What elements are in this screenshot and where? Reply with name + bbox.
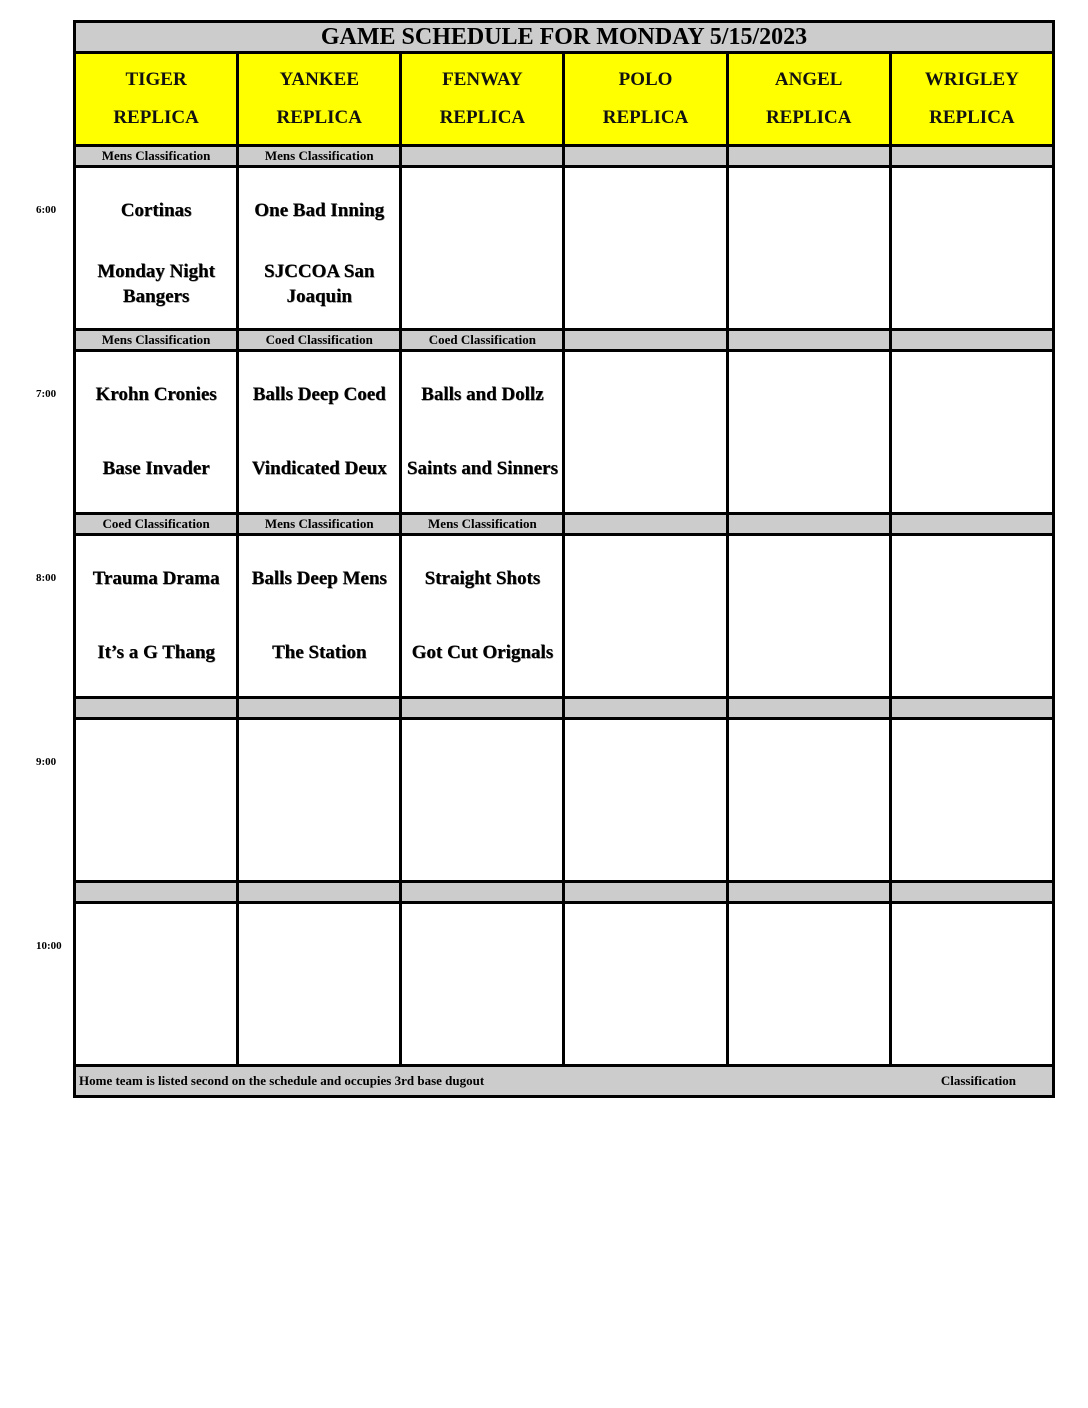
game-cell [890,351,1053,514]
home-team: The Station [271,641,367,663]
game-row [75,535,1054,698]
classification-label [401,698,564,719]
classification-label [727,146,890,167]
footer-row [75,1066,1054,1097]
away-team [729,910,889,984]
home-team [76,800,236,874]
game-cell [75,167,238,330]
classification-label [890,146,1053,167]
field-subtitle: REPLICA [929,107,1015,128]
classification-label [727,330,890,351]
away-team [239,726,399,800]
field-name: YANKEE [279,69,359,90]
classification-label: Mens Classification [238,514,401,535]
game-cell [564,719,727,882]
classification-label [890,330,1053,351]
title-row [75,22,1054,53]
field-header-angel [727,53,890,146]
home-team [565,984,725,1058]
home-team [239,800,399,874]
away-team [729,174,889,248]
game-cell [401,351,564,514]
home-team: Saints and Sinners [406,457,558,479]
classification-row [75,882,1054,903]
home-team: Got Cut Orignals [411,641,554,663]
field-name: FENWAY [442,69,523,90]
schedule-sheet [73,20,1055,1098]
home-team: SJCCOA San Joaquin [264,261,375,307]
classification-label [75,882,238,903]
game-cell [564,351,727,514]
away-team [729,726,889,800]
classification-label [564,330,727,351]
game-row [75,719,1054,882]
away-team: One Bad Inning [254,199,385,221]
game-cell [401,719,564,882]
away-team [565,726,725,800]
away-team [565,910,725,984]
game-cell [238,903,401,1066]
classification-label [890,514,1053,535]
field-name: ANGEL [774,69,843,90]
home-team [565,432,725,506]
home-team [729,984,889,1058]
game-cell [890,535,1053,698]
classification-label: Coed Classification [401,330,564,351]
time-label: 9:00 [36,756,57,768]
away-team [565,358,725,432]
game-cell [401,903,564,1066]
home-team [729,616,889,690]
field-name: TIGER [125,69,187,90]
game-cell [890,719,1053,882]
away-team [892,174,1052,248]
home-team [892,984,1052,1058]
home-team: Vindicated Deux [251,457,387,479]
classification-label [401,146,564,167]
away-team [565,542,725,616]
away-team: Balls Deep Mens [251,567,387,589]
game-cell [727,167,890,330]
away-team [402,174,562,248]
classification-label: Coed Classification [75,514,238,535]
home-team [729,800,889,874]
classification-label: Mens Classification [75,330,238,351]
classification-label [564,514,727,535]
classification-label [401,882,564,903]
schedule-table [73,20,1055,1098]
classification-label [727,514,890,535]
classification-label [564,882,727,903]
field-subtitle: REPLICA [113,107,199,128]
time-label: 6:00 [36,204,57,216]
home-team [565,800,725,874]
home-team [239,984,399,1058]
game-cell [238,535,401,698]
classification-label [564,698,727,719]
home-team [402,248,562,322]
time-label: 10:00 [36,940,62,952]
home-team [729,248,889,322]
game-cell [564,167,727,330]
home-team [892,248,1052,322]
home-team [402,984,562,1058]
classification-row [75,330,1054,351]
classification-row [75,514,1054,535]
home-team [402,800,562,874]
game-cell [564,535,727,698]
home-team [565,248,725,322]
game-cell [727,351,890,514]
game-cell [890,167,1053,330]
classification-label [238,882,401,903]
game-cell [238,351,401,514]
classification-label [727,882,890,903]
game-row [75,903,1054,1066]
home-team [892,432,1052,506]
away-team [729,358,889,432]
classification-label: Coed Classification [238,330,401,351]
field-name: POLO [618,69,673,90]
game-cell [75,903,238,1066]
game-cell [727,535,890,698]
field-subtitle: REPLICA [765,107,852,128]
game-cell [401,167,564,330]
away-team: Straight Shots [424,567,541,589]
game-row [75,351,1054,514]
home-team [76,984,236,1058]
away-team: Krohn Cronies [95,383,217,405]
classification-label: Mens Classification [238,146,401,167]
home-team [892,800,1052,874]
game-cell [238,719,401,882]
away-team [76,910,236,984]
field-header-fenway [401,53,564,146]
away-team: Cortinas [120,199,192,221]
away-team [892,542,1052,616]
classification-label [564,146,727,167]
field-subtitle: REPLICA [276,107,362,128]
game-cell [238,167,401,330]
field-header-tiger [75,53,238,146]
classification-label [75,698,238,719]
home-team-note: Home team is listed second on the schedule and occupies 3rd base dugout [79,1073,485,1088]
game-row [75,167,1054,330]
classification-label [890,882,1053,903]
field-subtitle: REPLICA [439,107,526,128]
home-team: Base Invader [102,457,210,479]
classification-label [238,698,401,719]
away-team: Trauma Drama [92,567,220,589]
away-team [76,726,236,800]
away-team: Balls and Dollz [421,383,544,405]
game-cell [75,719,238,882]
game-cell [75,535,238,698]
page-title: GAME SCHEDULE FOR MONDAY 5/15/2023 [75,22,1054,53]
field-subtitle: REPLICA [602,107,689,128]
classification-row [75,698,1054,719]
classification-label [727,698,890,719]
footer-cell [75,1066,1054,1097]
field-header-wrigley [890,53,1053,146]
away-team [892,358,1052,432]
game-cell [727,719,890,882]
away-team [892,910,1052,984]
field-header-row [75,53,1054,146]
classification-legend: Classification [940,1073,1016,1088]
home-team [892,616,1052,690]
away-team [239,910,399,984]
home-team [565,616,725,690]
away-team [402,910,562,984]
field-header-yankee [238,53,401,146]
game-cell [727,903,890,1066]
away-team [565,174,725,248]
away-team [402,726,562,800]
away-team [892,726,1052,800]
field-name: WRIGLEY [924,69,1019,90]
home-team: It’s a G Thang [97,641,215,663]
away-team: Balls Deep Coed [252,383,386,405]
home-team [729,432,889,506]
home-team: Monday Night Bangers [97,261,215,307]
field-header-polo [564,53,727,146]
game-cell [564,903,727,1066]
game-cell [890,903,1053,1066]
time-label: 7:00 [36,388,57,400]
classification-label: Mens Classification [401,514,564,535]
away-team [729,542,889,616]
game-cell [401,535,564,698]
classification-label: Mens Classification [75,146,238,167]
classification-row [75,146,1054,167]
time-label: 8:00 [36,572,57,584]
classification-label [890,698,1053,719]
game-cell [75,351,238,514]
